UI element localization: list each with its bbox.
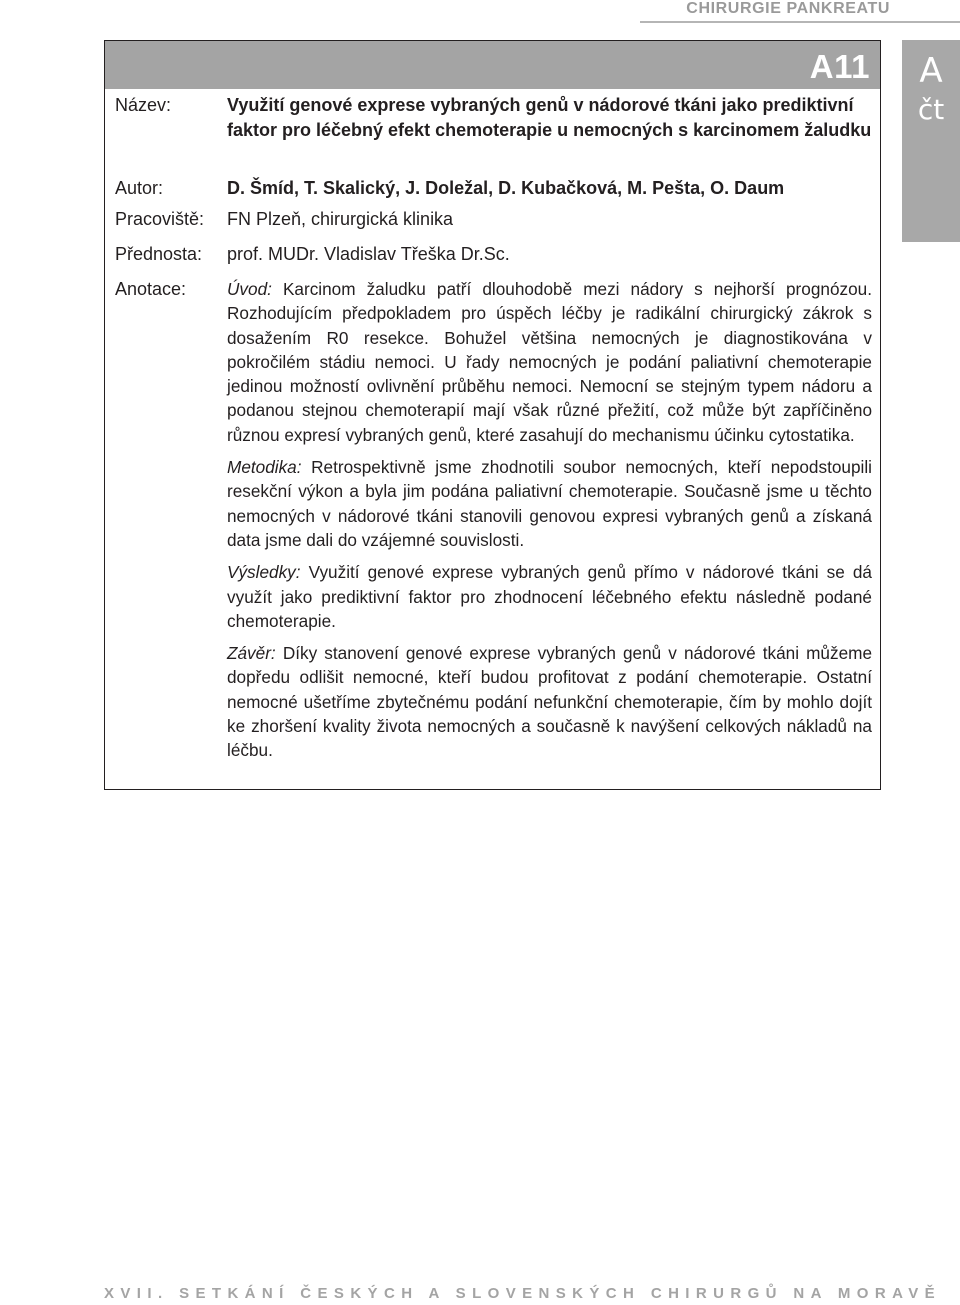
side-tab-letter: A xyxy=(919,51,943,91)
abstract-code: A11 xyxy=(809,48,870,85)
authors-row xyxy=(115,176,872,201)
abstract-title: Využití genové exprese vybraných genů v nádorové tkáni jako prediktivní faktor pro léčebný efekt chemoterapie u nemocných s karcinomem žaludku xyxy=(227,95,872,140)
header-divider xyxy=(640,21,960,23)
abstract-card xyxy=(104,40,881,790)
head-value: prof. MUDr. Vladislav Třeška Dr.Sc. xyxy=(227,244,510,264)
side-tab-subtitle: čt xyxy=(917,93,945,126)
section-intro xyxy=(227,277,872,447)
section-methods-label: Metodika: xyxy=(227,457,302,478)
authors-label: Autor: xyxy=(115,178,164,198)
section-conclusion-text: Díky stanovení genové exprese vybraných genů v nádorové tkáni můžeme dopředu odlišit nemocné, kteří budou profitovat z podání chemoterapie. Ostatní nemocné ušetříme zbytečnému podání nefunkční chemoterapie, čím by mohlo dojít ke zhoršení kvality života nemocných a současně k navýšení celkových nákladů na léčbu. xyxy=(227,643,873,761)
section-results-text: Využití genové exprese vybraných genů přímo v nádorové tkáni se dá využít jako prediktivní faktor pro zhodnocení léčebného efektu následně podané chemoterapie. xyxy=(227,562,872,631)
footer-conference-title: XVII. SETKÁNÍ ČESKÝCH A SLOVENSKÝCH CHIRURGŮ NA MORAVĚ xyxy=(104,1285,942,1302)
side-tab xyxy=(902,40,960,242)
workplace-value: FN Plzeň, chirurgická klinika xyxy=(227,209,454,229)
section-conclusion xyxy=(227,641,872,762)
workplace-row xyxy=(115,207,872,232)
workplace-label: Pracoviště: xyxy=(115,209,205,229)
annotation-body xyxy=(227,277,872,771)
section-methods-text: Retrospektivně jsme zhodnotili soubor nemocných, kteří nepodstoupili resekční výkon a byla jim podána paliativní chemoterapie. Současně jsme u těchto nemocných v nádorové tkáni stanovili genovou expresi vybraných genů a získaná data jsme dali do vzájemné souvislosti. xyxy=(227,457,872,550)
section-methods xyxy=(227,455,872,552)
section-results-label: Výsledky: xyxy=(227,562,301,583)
authors-value: D. Šmíd, T. Skalický, J. Doležal, D. Kubačková, M. Pešta, O. Daum xyxy=(227,178,785,198)
section-intro-label: Úvod: xyxy=(227,279,272,299)
section-intro-text: Karcinom žaludku patří dlouhodobě mezi nádory s nejhorší prognózou. Rozhodujícím předpokladem pro úspěch léčby je radikální chirurgický zákrok s dosažením R0 resekce. Bohužel většina nemocných je diagnostikována v pokročilém stádiu nemoci. U řady nemocných je podání paliativní chemoterapie jedinou možností ovlivnění průběhu nemoci. Nemocní se stejným typem nádoru a podanou stejnou chemoterapií mají však různé přežití, což může být zapříčiněno různou expresí vybraných genů, které zasahují do mechanismu účinku cytostatika. xyxy=(227,279,872,445)
annotation-row xyxy=(115,277,872,787)
head-row xyxy=(115,242,872,267)
title-label: Název: xyxy=(115,95,172,115)
head-label: Přednosta: xyxy=(115,244,203,264)
title-row xyxy=(115,93,872,168)
section-conclusion-label: Závěr: xyxy=(227,643,276,664)
section-title: CHIRURGIE PANKREATU xyxy=(686,0,890,17)
annotation-label: Anotace: xyxy=(115,279,187,299)
card-header xyxy=(105,41,880,89)
section-results xyxy=(227,560,872,633)
